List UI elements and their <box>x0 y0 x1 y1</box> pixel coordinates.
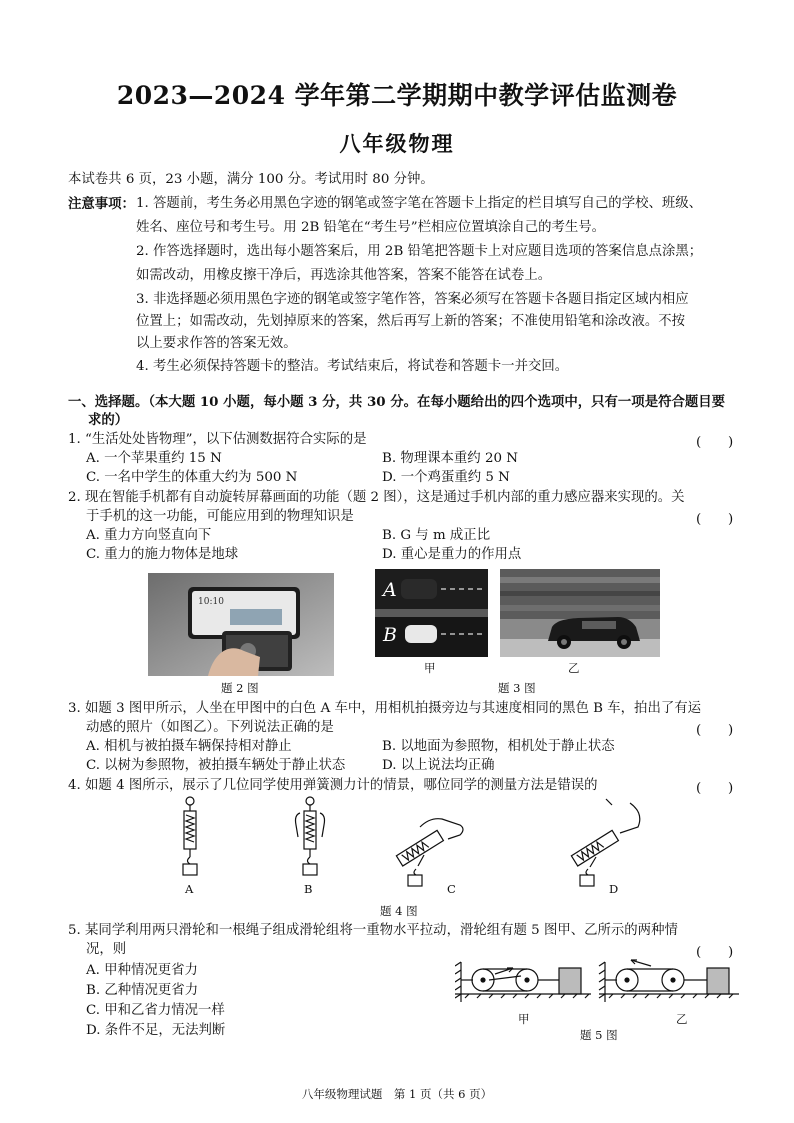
fig5-pulley-systems <box>455 958 745 1008</box>
q3-answer-paren: ( ) <box>696 723 734 738</box>
q1-stem: 1. “生活处处皆物理”，以下估测数据符合实际的是 <box>68 432 367 447</box>
q2-stem-cont: 于手机的这一功能，可能应用到的物理知识是 <box>86 509 354 524</box>
q3-stem-cont: 动感的照片（如图乙）。下列说法正确的是 <box>86 720 334 735</box>
exam-subtitle: 八年级物理 <box>339 131 455 156</box>
q3-option-d: D. 以上说法均正确 <box>382 758 495 773</box>
fig3-caption: 题 3 图 <box>498 681 536 695</box>
note-line: 3. 非选择题必须用黑色字迹的钢笔或签字笔作答，答案必须写在答题卡各题目指定区域内相应 <box>136 292 689 307</box>
q5-option-d: D. 条件不足，无法判断 <box>86 1023 226 1038</box>
fig4-spring-scales <box>160 795 660 898</box>
q3-option-b: B. 以地面为参照物，相机处于静止状态 <box>382 739 615 754</box>
fig5-yi-label: 乙 <box>676 1012 688 1026</box>
q2-option-b: B. G 与 m 成正比 <box>382 528 491 543</box>
q4-answer-paren: ( ) <box>696 781 734 796</box>
notes-label: 注意事项： <box>68 196 135 212</box>
q2-answer-paren: ( ) <box>696 512 734 527</box>
fig4-label-c: C <box>447 882 456 896</box>
fig3-jia-label: 甲 <box>424 661 436 675</box>
q5-option-b: B. 乙种情况更省力 <box>86 983 199 998</box>
q2-stem: 2. 现在智能手机都有自动旋转屏幕画面的功能（题 2 图），这是通过手机内部的重力感应器来实现的。关 <box>68 490 685 505</box>
fig4-caption: 题 4 图 <box>380 904 418 918</box>
fig4-label-b: B <box>304 882 313 896</box>
pulley-jia-drawing <box>455 962 591 1002</box>
q5-option-c: C. 甲和乙省力情况一样 <box>86 1003 225 1018</box>
q5-answer-paren: ( ) <box>696 945 734 960</box>
q2-option-d: D. 重心是重力的作用点 <box>382 547 522 562</box>
pulley-yi-drawing <box>599 960 739 1002</box>
q5-stem-cont: 况，则 <box>86 942 127 957</box>
note-line: 位置上；如需改动，先划掉原来的答案，然后再写上新的答案；不准使用铅笔和涂改液。不按 <box>136 314 686 329</box>
fig3-jia-photo <box>375 569 488 657</box>
q2-option-c: C. 重力的施力物体是地球 <box>86 547 239 562</box>
fig3-yi-label: 乙 <box>568 661 580 675</box>
scale-c-drawing <box>396 819 463 886</box>
scale-d-drawing <box>571 799 639 886</box>
page-footer: 八年级物理试题 第 1 页（共 6 页） <box>301 1087 493 1101</box>
fig4-label-a: A <box>185 882 194 896</box>
section-heading: 一、选择题。（本大题 10 小题，每小题 3 分，共 30 分。在每小题给出的四个选项中，只有一项是符合题目要 <box>68 394 726 410</box>
intro-text: 本试卷共 6 页，23 小题，满分 100 分。考试用时 80 分钟。 <box>68 172 434 187</box>
q5-option-a: A. 甲种情况更省力 <box>86 963 198 978</box>
note-line: 姓名、座位号和考生号。用 2B 铅笔在“考生号”栏相应位置填涂自己的考生号。 <box>136 220 606 235</box>
section-heading-cont: 求的） <box>88 412 129 428</box>
q5-stem: 5. 某同学利用两只滑轮和一根绳子组成滑轮组将一重物水平拉动，滑轮组有题 5 图甲、乙所示的两种情 <box>68 923 678 938</box>
fig2-caption: 题 2 图 <box>221 681 259 695</box>
q1-answer-paren: ( ) <box>696 435 734 450</box>
note-line: 如需改动，用橡皮擦干净后，再选涂其他答案，答案不能答在试卷上。 <box>136 268 552 283</box>
q3-option-a: A. 相机与被拍摄车辆保持相对静止 <box>86 739 292 754</box>
scale-b-drawing <box>296 797 325 875</box>
fig5-jia-label: 甲 <box>518 1012 530 1026</box>
scale-a-drawing <box>183 797 197 875</box>
phone-time: 10:10 <box>198 597 224 607</box>
q3-option-c: C. 以树为参照物，被拍摄车辆处于静止状态 <box>86 758 346 773</box>
exam-title: 2023—2024 学年第二学期期中教学评估监测卷 <box>116 81 678 110</box>
note-line: 1. 答题前，考生务必用黑色字迹的钢笔或签字笔在答题卡上指定的栏目填写自己的学校、班级、 <box>136 196 703 211</box>
q1-option-d: D. 一个鸡蛋重约 5 N <box>382 470 510 485</box>
car-b-label: B <box>383 624 397 646</box>
q1-option-a: A. 一个苹果重约 15 N <box>86 451 222 466</box>
note-line: 4. 考生必须保持答题卡的整洁。考试结束后，将试卷和答题卡一并交回。 <box>136 359 569 374</box>
note-line: 以上要求作答的答案无效。 <box>136 336 297 351</box>
fig2-phone-photo <box>148 573 334 676</box>
q2-option-a: A. 重力方向竖直向下 <box>86 528 212 543</box>
fig5-caption: 题 5 图 <box>580 1028 618 1042</box>
car-a-label: A <box>383 579 397 601</box>
q1-option-c: C. 一名中学生的体重大约为 500 N <box>86 470 298 485</box>
q3-stem: 3. 如题 3 图甲所示，人坐在甲图中的白色 A 车中，用相机拍摄旁边与其速度相同的黑色 B 车，拍出了有运 <box>68 701 702 716</box>
q1-option-b: B. 物理课本重约 20 N <box>382 451 518 466</box>
fig4-label-d: D <box>609 882 619 896</box>
fig3-yi-photo <box>500 569 660 657</box>
note-line: 2. 作答选择题时，选出每小题答案后，用 2B 铅笔把答题卡上对应题目选项的答案信息点涂黑； <box>136 244 703 259</box>
q4-stem: 4. 如题 4 图所示，展示了几位同学使用弹簧测力计的情景，哪位同学的测量方法是错误的 <box>68 778 598 793</box>
